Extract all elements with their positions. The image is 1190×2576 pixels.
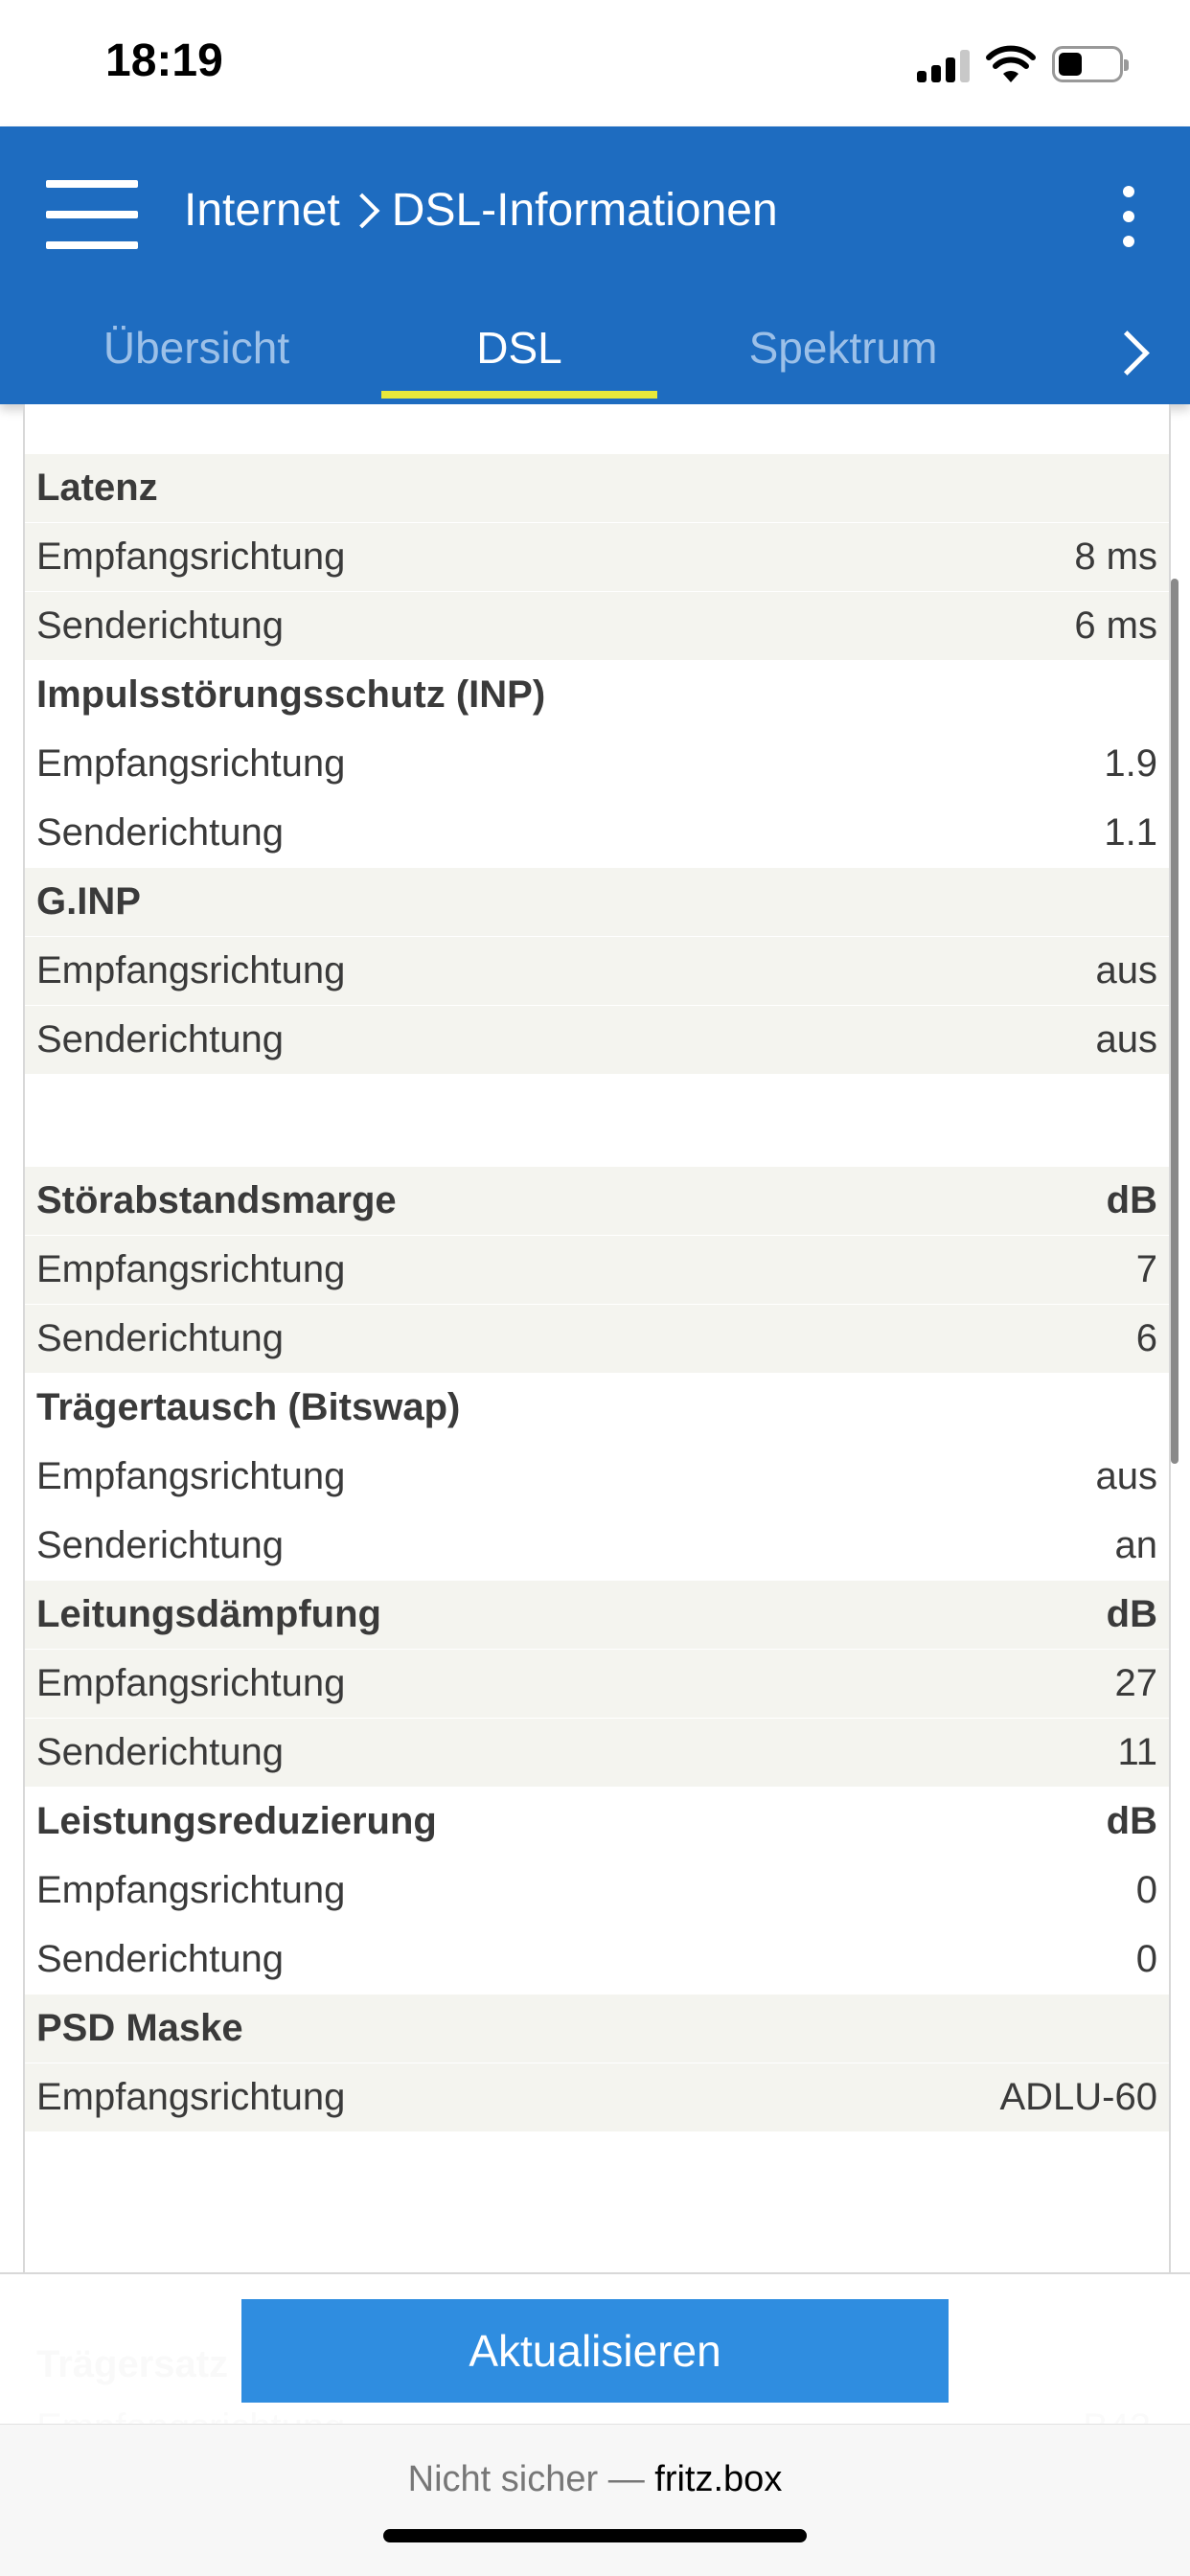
refresh-button[interactable]: Aktualisieren bbox=[241, 2299, 949, 2403]
row-value: 1.9 bbox=[1104, 742, 1157, 785]
hamburger-menu-icon[interactable] bbox=[46, 180, 138, 249]
table-row bbox=[25, 937, 1169, 1006]
row-label: Senderichtung bbox=[36, 1524, 284, 1566]
section-header bbox=[25, 661, 1169, 730]
row-value: 0 bbox=[1135, 1938, 1157, 1980]
table-row bbox=[25, 1926, 1169, 1995]
row-label: Empfangsrichtung bbox=[36, 1248, 346, 1290]
more-vertical-icon[interactable] bbox=[1121, 186, 1136, 249]
section-header bbox=[25, 1788, 1169, 1857]
dsl-info-panel bbox=[23, 404, 1171, 2272]
section-title: G.INP bbox=[36, 880, 141, 923]
row-value: 0 bbox=[1135, 1869, 1157, 1911]
table-row bbox=[25, 1719, 1169, 1788]
chevron-right-icon[interactable] bbox=[1105, 331, 1150, 376]
table-row bbox=[25, 1236, 1169, 1305]
table-row bbox=[25, 799, 1169, 868]
breadcrumb-internet[interactable]: Internet bbox=[184, 185, 340, 236]
row-label: Empfangsrichtung bbox=[36, 1662, 346, 1704]
battery-level bbox=[1059, 53, 1082, 76]
row-value: 11 bbox=[1117, 1731, 1157, 1773]
app-header bbox=[0, 126, 1190, 404]
insecure-label: Nicht sicher — bbox=[407, 2459, 645, 2499]
section-unit: dB bbox=[1106, 1179, 1157, 1221]
status-bar bbox=[0, 0, 1190, 126]
section-header bbox=[25, 454, 1169, 523]
section-title: Trägertausch (Bitswap) bbox=[36, 1386, 461, 1428]
section-title: Leitungsdämpfung bbox=[36, 1593, 381, 1635]
row-label: Senderichtung bbox=[36, 1731, 284, 1773]
row-label: Empfangsrichtung bbox=[36, 949, 346, 992]
row-label: Senderichtung bbox=[36, 1317, 284, 1359]
row-label: Empfangsrichtung bbox=[36, 1869, 346, 1911]
dsl-info-table bbox=[25, 454, 1169, 2132]
breadcrumb-dsl-informationen: DSL-Informationen bbox=[391, 185, 778, 236]
row-label: Empfangsrichtung bbox=[36, 2076, 346, 2118]
table-row bbox=[25, 1650, 1169, 1719]
tab-dsl[interactable]: DSL bbox=[381, 308, 657, 404]
table-row bbox=[25, 1443, 1169, 1512]
row-label: Senderichtung bbox=[36, 811, 284, 854]
url-display[interactable] bbox=[0, 2459, 1190, 2500]
scrollbar[interactable] bbox=[1171, 579, 1179, 1464]
section-title: Leistungsreduzierung bbox=[36, 1800, 437, 1842]
row-value: 8 ms bbox=[1074, 536, 1157, 578]
table-row bbox=[25, 592, 1169, 661]
row-label: Empfangsrichtung bbox=[36, 742, 346, 785]
host-label: fritz.box bbox=[654, 2459, 783, 2499]
chevron-right-icon bbox=[344, 193, 379, 228]
row-label: Senderichtung bbox=[36, 1938, 284, 1980]
row-label: Senderichtung bbox=[36, 604, 284, 647]
row-value: an bbox=[1114, 1524, 1157, 1566]
section-unit: dB bbox=[1106, 1800, 1157, 1842]
row-value: 6 bbox=[1135, 1317, 1157, 1359]
home-indicator[interactable] bbox=[383, 2529, 807, 2542]
row-value: 7 bbox=[1135, 1248, 1157, 1290]
cellular-signal-icon bbox=[917, 50, 971, 82]
row-label: Empfangsrichtung bbox=[36, 1455, 346, 1497]
battery-icon bbox=[1052, 46, 1123, 82]
section-unit: dB bbox=[1106, 1593, 1157, 1635]
section-header bbox=[25, 868, 1169, 937]
table-row bbox=[25, 523, 1169, 592]
group-spacer bbox=[25, 1075, 1169, 1167]
table-row bbox=[25, 730, 1169, 799]
section-header bbox=[25, 1995, 1169, 2063]
section-header bbox=[25, 1374, 1169, 1443]
row-value: 6 ms bbox=[1074, 604, 1157, 647]
table-row bbox=[25, 1512, 1169, 1581]
row-value: aus bbox=[1095, 949, 1157, 992]
tab-spektrum[interactable]: Spektrum bbox=[748, 323, 938, 373]
row-value: aus bbox=[1095, 1455, 1157, 1497]
row-value: ADLU-60 bbox=[999, 2076, 1157, 2118]
wifi-icon bbox=[987, 48, 1035, 84]
tab-uebersicht[interactable]: Übersicht bbox=[103, 323, 290, 373]
row-value: aus bbox=[1095, 1018, 1157, 1060]
section-title: Störabstandsmarge bbox=[36, 1179, 397, 1221]
table-row bbox=[25, 1006, 1169, 1075]
section-header bbox=[25, 1167, 1169, 1236]
table-row bbox=[25, 1305, 1169, 1374]
row-label: Senderichtung bbox=[36, 1018, 284, 1060]
row-label: Empfangsrichtung bbox=[36, 536, 346, 578]
browser-url-bar[interactable] bbox=[0, 2424, 1190, 2576]
section-title: Impulsstörungsschutz (INP) bbox=[36, 673, 546, 716]
table-row bbox=[25, 2063, 1169, 2132]
section-header bbox=[25, 1581, 1169, 1650]
row-value: 27 bbox=[1114, 1662, 1157, 1704]
status-time: 18:19 bbox=[105, 35, 223, 86]
section-title: PSD Maske bbox=[36, 2007, 243, 2049]
section-title: Latenz bbox=[36, 467, 158, 509]
tab-bar bbox=[0, 308, 1190, 404]
row-value: 1.1 bbox=[1104, 811, 1157, 854]
breadcrumb bbox=[184, 184, 778, 237]
table-row bbox=[25, 1857, 1169, 1926]
